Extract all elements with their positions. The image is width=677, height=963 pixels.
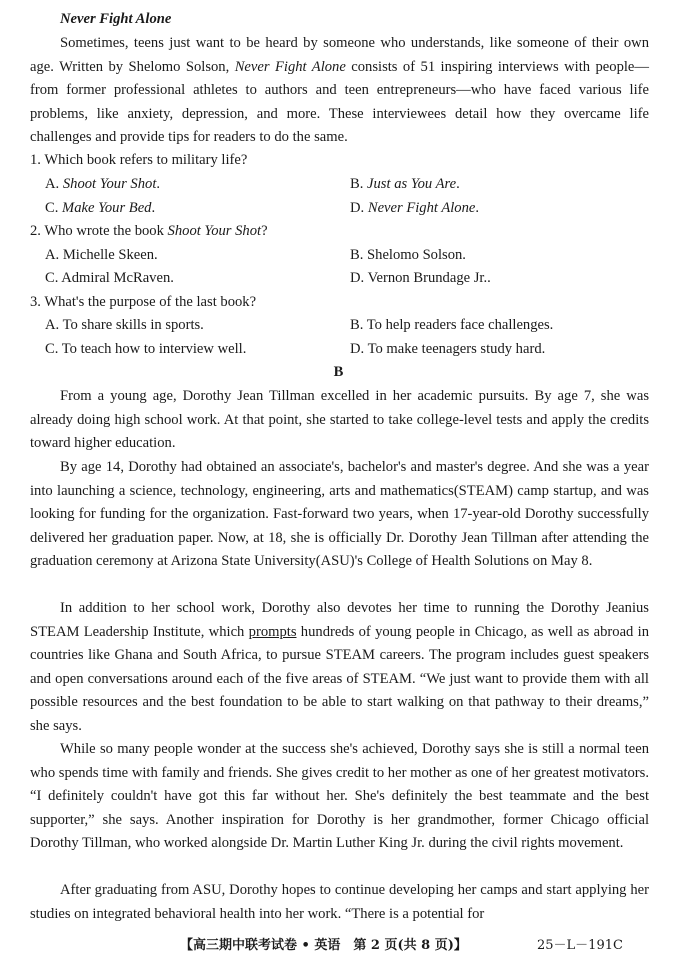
- footer-exam-info: 【高三期中联考试卷 • 英语 第 2 页(共 8 页)】: [180, 938, 467, 953]
- q3-option-b[interactable]: B. To help readers face challenges.: [350, 317, 554, 333]
- question-2: 2. Who wrote the book Shoot Your Shot?: [30, 223, 268, 239]
- q2-option-c[interactable]: C. Admiral McRaven.: [45, 270, 174, 286]
- q3-option-a[interactable]: A. To share skills in sports.: [45, 317, 204, 333]
- q3-option-d[interactable]: D. To make teenagers study hard.: [350, 341, 546, 357]
- book-description: Sometimes, teens just want to be heard by someone who understands, like someone of their own age. Written by Shelomo Solson, Never Fight Alone consists of 51 inspiring interviews with people—from former professional athletes to authors and teen entrepreneurs—who have faced various life problems, like anxiety, depression, and more. These interviewees detail how they overcame life challenges and provide tips for readers to do the same.: [30, 35, 649, 146]
- question-1: 1. Which book refers to military life?: [30, 152, 248, 168]
- q2-option-a[interactable]: A. Michelle Skeen.: [45, 247, 158, 263]
- passage-paragraph-4: While so many people wonder at the success she's achieved, Dorothy says she is still a normal teen who spends time with family and friends. She gives credit to her mother as one of her greatest motivators. “I definitely couldn't have got this far without her. She's definitely the best teammate and the best supporter,” she says. Another inspiration for Dorothy is her grandmother, former Chicago official Dorothy Tillman, who worked alongside Dr. Martin Luther King Jr. during the civil rights movement.: [30, 741, 649, 852]
- q1-option-a[interactable]: A. Shoot Your Shot.: [45, 176, 161, 192]
- book-title: Never Fight Alone: [60, 11, 172, 27]
- q1-option-b[interactable]: B. Just as You Are.: [350, 176, 460, 192]
- underlined-word-prompts: prompts: [248, 623, 297, 640]
- question-3: 3. What's the purpose of the last book?: [30, 294, 257, 310]
- passage-paragraph-3: In addition to her school work, Dorothy also devotes her time to running the Dorothy Jeanius STEAM Leadership Institute, which prompts hundreds of young people in Chicago, as well as abroad in countries like Ghana and South Africa, to pursue STEAM careers. The program includes guest speakers and open conversations around each of the five areas of STEAM. “We just want to provide them with all possible resources and the best foundation to be able to start walking on that pathway to their dreams,” she says.: [30, 600, 650, 734]
- q3-option-c[interactable]: C. To teach how to interview well.: [45, 341, 247, 357]
- section-b-heading: B: [333, 364, 344, 380]
- q1-option-d[interactable]: D. Never Fight Alone.: [350, 200, 480, 216]
- passage-paragraph-1: From a young age, Dorothy Jean Tillman excelled in her academic pursuits. By age 7, she was already doing high school work. At that point, she started to take college-level tests and apply the credits toward higher education.: [30, 388, 649, 452]
- q1-option-c[interactable]: C. Make Your Bed.: [45, 200, 156, 216]
- q2-option-d[interactable]: D. Vernon Brundage Jr..: [350, 270, 491, 286]
- q2-option-b[interactable]: B. Shelomo Solson.: [350, 247, 466, 263]
- passage-paragraph-2: By age 14, Dorothy had obtained an associate's, bachelor's and master's degree. And she was a year into launching a science, technology, engineering, arts and mathematics(STEAM) camp startup, and was looking for funding for the organization. Fast-forward two years, when 17-year-old Dorothy successfully delivered her graduation paper. Now, at 18, she is officially Dr. Dorothy Jean Tillman after attending the graduation ceremony at Arizona State University(ASU)'s College of Health Solutions on May 8.: [30, 459, 649, 570]
- passage-paragraph-5: After graduating from ASU, Dorothy hopes to continue developing her camps and start applying her studies on integrated behavioral health into her work. “There is a potential for: [30, 882, 649, 922]
- footer-code: 25－L－191C: [537, 938, 623, 953]
